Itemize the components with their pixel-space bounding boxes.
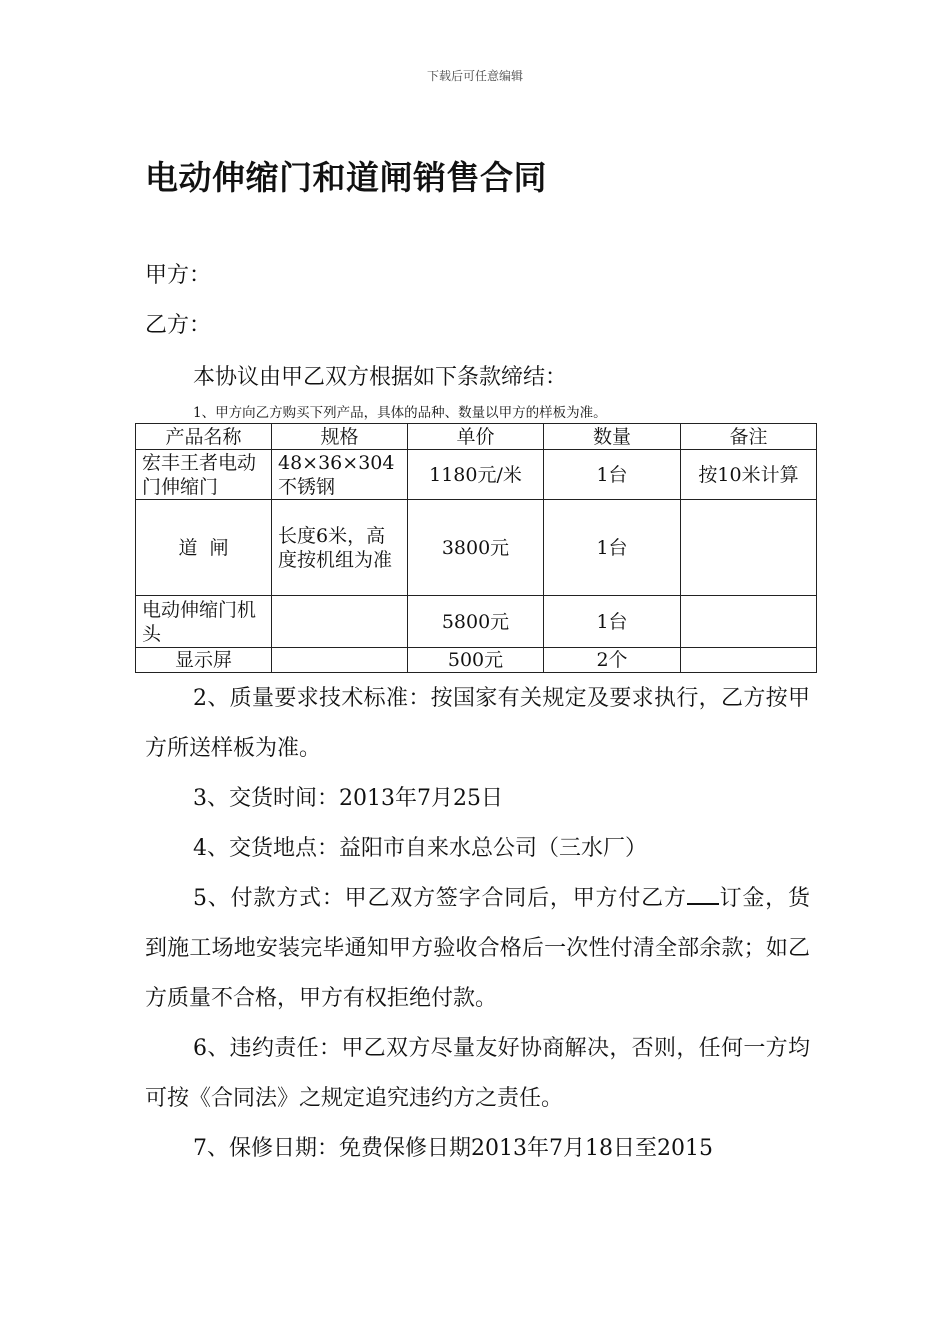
header-quantity: 数量 — [544, 424, 681, 450]
cell-remark — [681, 648, 817, 673]
cell-price: 3800元 — [408, 500, 544, 596]
table-header-row — [136, 424, 817, 450]
intro-text: 本协议由甲乙双方根据如下条款缔结： — [193, 365, 568, 390]
cell-remark — [681, 500, 817, 596]
clause-5-part-2: 订金，货到施工场地安装完毕通知甲方验收合格后一次性付清全部余款；如乙方质量不合格，甲方有权拒绝付款。 — [145, 886, 810, 1011]
cell-product-name: 宏丰王者电动门伸缩门 — [136, 450, 272, 500]
clause-3: 3、交货时间：2013年7月25日 — [193, 786, 503, 811]
clause-6: 6、违约责任：甲乙双方尽量友好协商解决，否则，任何一方均可按《合同法》之规定追究违约方之责任。 — [145, 1036, 810, 1111]
cell-remark: 按10米计算 — [681, 450, 817, 500]
cell-spec: 长度6米，高度按机组为准 — [272, 500, 408, 596]
cell-price: 500元 — [408, 648, 544, 673]
contract-title: 电动伸缩门和道闸销售合同 — [145, 158, 547, 197]
clause-5 — [145, 874, 810, 1024]
cell-quantity: 2个 — [544, 648, 681, 673]
cell-price: 1180元/米 — [408, 450, 544, 500]
cell-quantity: 1台 — [544, 500, 681, 596]
party-b-label: 乙方： — [145, 313, 212, 338]
cell-price: 5800元 — [408, 596, 544, 648]
table-row — [136, 596, 817, 648]
clause-7: 7、保修日期：免费保修日期2013年7月18日至2015 — [193, 1136, 713, 1161]
clause-4: 4、交货地点：益阳市自来水总公司（三水厂） — [193, 836, 647, 861]
product-table — [135, 423, 817, 673]
cell-remark — [681, 596, 817, 648]
clause-1: 1、甲方向乙方购买下列产品，具体的品种、数量以甲方的样板为准。 — [193, 405, 607, 421]
cell-spec — [272, 648, 408, 673]
header-spec: 规格 — [272, 424, 408, 450]
cell-quantity: 1台 — [544, 450, 681, 500]
header-product-name: 产品名称 — [136, 424, 272, 450]
table-row — [136, 450, 817, 500]
cell-spec — [272, 596, 408, 648]
cell-product-name: 显示屏 — [136, 648, 272, 673]
cell-quantity: 1台 — [544, 596, 681, 648]
clauses-body — [145, 674, 810, 1174]
cell-product-name: 道 闸 — [136, 500, 272, 596]
page-header: 下载后可任意编辑 — [426, 69, 523, 83]
deposit-blank-line — [687, 885, 719, 905]
table-row — [136, 500, 817, 596]
party-a-label: 甲方： — [145, 263, 212, 288]
clause-5-part-1: 5、付款方式：甲乙双方签字合同后，甲方付乙方 — [193, 886, 687, 911]
header-price: 单价 — [408, 424, 544, 450]
header-remark: 备注 — [681, 424, 817, 450]
cell-spec: 48×36×304不锈钢 — [272, 450, 408, 500]
cell-product-name: 电动伸缩门机头 — [136, 596, 272, 648]
table-row — [136, 648, 817, 673]
clause-2: 2、质量要求技术标准：按国家有关规定及要求执行，乙方按甲方所送样板为准。 — [145, 686, 810, 761]
